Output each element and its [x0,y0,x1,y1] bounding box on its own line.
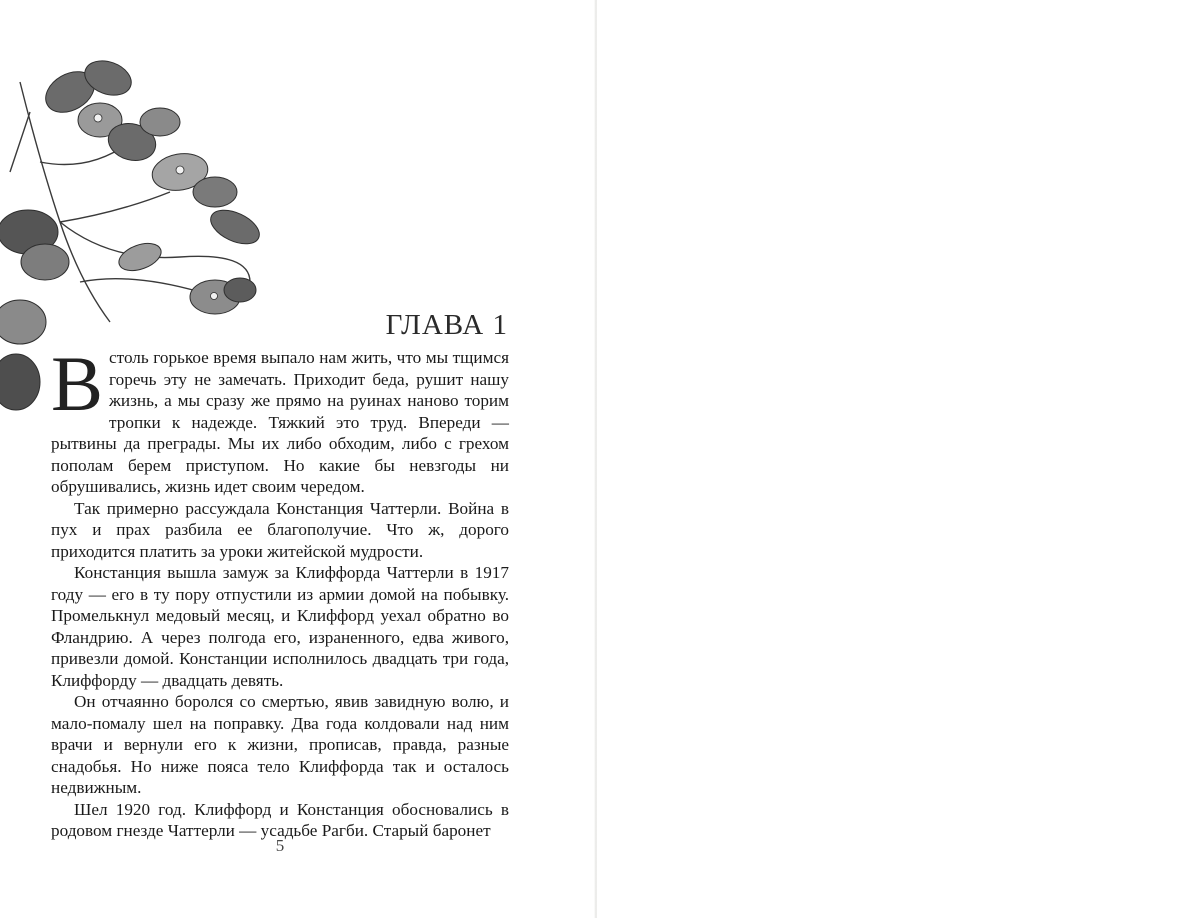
page-number: 5 [275,836,285,855]
paragraph: Он отчаянно боролся со смертью, явив завидную волю, и мало-помалу шел на поправку. Два года колдовали над ним врачи и вернули его к жизни, прописав, правда, разные снадобья. Но ниже пояса тело Клиффорда так и осталось недвижным. [51,692,509,797]
chapter-title: ГЛАВА 1 [385,309,508,342]
paragraph: Так примерно рассуждала Констанция Чаттерли. Война в пух и прах разбила ее благополучие. Что ж, дорого приходится платить за уроки житейской мудрости. [51,498,509,561]
paragraph-text: столь горькое время выпало нам жить, что мы тщимся горечь эту не замечать. Приходит беда, рушит нашу жизнь, а мы сразу же прямо на руинах наново торим тропки к надежде. Тяжкий это труд. Впереди — рытвины да преграды. Мы их либо обходим, либо с грехом пополам берем приступом. Но какие бы невзгоды ни обрушивались, жизнь идет своим чередом. [51,348,509,496]
paragraph: Констанция вышла замуж за Клиффорда Чаттерли в 1917 году — его в ту пору отпустили из армии домой на побывку. Промелькнул медовый месяц, и Клиффорд уехал обратно во Фландрию. А через полгода его, израненного, едва живого, привезли домой. Констанции исполнилось двадцать три года, Клиффорду — двадцать девять. [51,563,509,690]
right-page [597,0,1193,918]
drop-cap: В [51,340,104,427]
left-page-text [51,340,509,842]
left-page [0,0,596,918]
paragraph: Шел 1920 год. Клиффорд и Констанция обосновались в родовом гнезде Чаттерли — усадьбе Рагби. Старый баронет [51,799,509,840]
paragraph [51,340,509,498]
